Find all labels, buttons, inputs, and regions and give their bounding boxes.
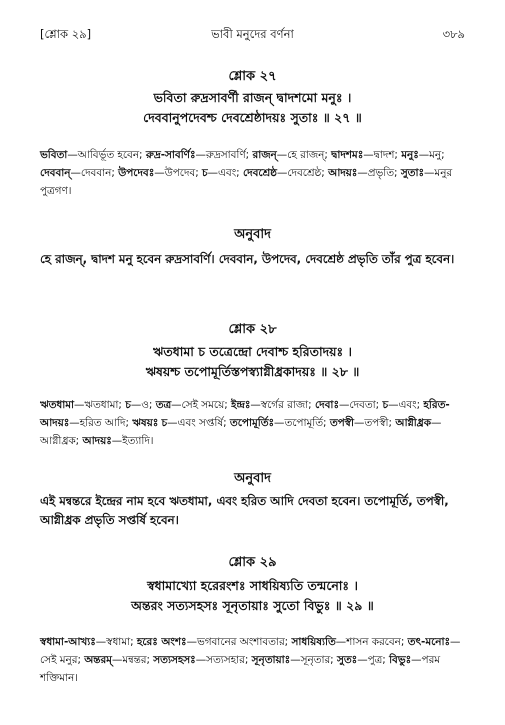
verse-29-sanskrit: [40, 576, 465, 616]
term-meaning: —রুদ্রসাবর্ণি;: [195, 149, 253, 161]
term-meaning: —দেববান;: [70, 167, 119, 179]
term-meaning: —দেবশ্রেষ্ঠ;: [276, 167, 329, 179]
sanskrit-term: সুতঃ: [336, 654, 358, 666]
sanskrit-term: মনুঃ: [401, 149, 419, 161]
sanskrit-term: ইন্দ্রঃ: [231, 399, 251, 411]
sanskrit-term: রুদ্র-সাবর্ণিঃ: [145, 149, 196, 161]
term-meaning: —সত্যসহার;: [195, 654, 252, 666]
sanskrit-term: হরেঃ অংশঃ: [136, 636, 187, 648]
term-meaning: —ভগবানের অংশাবতার;: [186, 636, 292, 648]
term-meaning: —শাসন করবেন;: [335, 636, 408, 648]
header-chapter-title: ভাবী মনুদের বর্ণনা: [211, 27, 294, 41]
translation-heading: অনুবাদ: [234, 227, 271, 242]
header-verse-ref: [শ্লোক ২৯]: [40, 27, 92, 41]
verse-heading: শ্লোক ২৭: [228, 69, 277, 84]
sanskrit-term: তত্র: [155, 399, 172, 411]
term-meaning: —আবির্ভূত হবেন;: [67, 149, 146, 161]
verse-27-heading-block: [40, 68, 465, 86]
sanskrit-term: দেবশ্রেষ্ঠ: [242, 167, 277, 179]
sanskrit-term: সুতাঃ: [400, 167, 425, 179]
term-meaning: —আগ্নীধ্রক;: [40, 417, 442, 447]
verse-line: দেববানুপদেবশ্চ দেবশ্রেষ্ঠাদয়ঃ সুতাঃ ॥ ২৭ ॥: [143, 110, 362, 125]
sanskrit-term: ঋতধামা: [40, 399, 75, 411]
sanskrit-term: দ্বাদশমঃ: [331, 149, 364, 161]
sanskrit-term: রাজন্: [252, 149, 277, 161]
term-meaning: —ও;: [130, 399, 156, 411]
term-meaning: —মন্বন্তর;: [111, 654, 154, 666]
verse-29-heading-block: [40, 554, 465, 572]
term-meaning: —ঋতধামা;: [74, 399, 126, 411]
verse-line: ভবিতা রুদ্রসাবর্ণী রাজন্ দ্বাদশমো মনুঃ ।: [153, 90, 352, 105]
verse-line: ঋতধামা চ তত্রেন্দ্রো দেবাশ্চ হরিতাদয়ঃ ।: [153, 344, 352, 359]
sanskrit-term: ভবিতা: [40, 149, 68, 161]
sanskrit-term: চ: [382, 399, 389, 411]
term-meaning: —তপস্বী;: [353, 417, 396, 429]
translation-heading-block: [40, 226, 465, 244]
sanskrit-term: চ: [161, 417, 168, 429]
term-meaning: —মনু;: [418, 149, 445, 161]
translation-heading: অনুবাদ: [234, 471, 271, 486]
term-meaning: —পুত্র;: [357, 654, 390, 666]
term-meaning: —হরিত আদি;: [69, 417, 133, 429]
sanskrit-term: চ: [125, 399, 131, 411]
verse-line: স্বধামাখ্যো হরেরংশঃ সাধয়িষ্যতি তন্মনোঃ ।: [147, 578, 358, 593]
term-meaning: —স্বধামা;: [95, 636, 137, 648]
verse-28-heading-block: [40, 321, 465, 339]
word-meanings: [40, 396, 465, 450]
term-meaning: —ইত্যাদি।: [111, 435, 154, 447]
term-meaning: —হে রাজন্;: [276, 149, 332, 161]
verse-line: অন্তরং সত্যসহসঃ সূনৃতায়াঃ সুতো বিভুঃ ॥ ২৯ ॥: [131, 598, 374, 613]
sanskrit-term: বিভুঃ: [389, 654, 412, 666]
sanskrit-term: তপোমূর্তিঃ: [229, 417, 275, 429]
verse-line: ঋষয়শ্চ তপোমূর্তিস্তপস্ব্যাগ্নীধ্রকাদয়ঃ ॥ ২৮ ॥: [145, 364, 360, 379]
term-meaning: —সেই সময়ে;: [171, 399, 232, 411]
sanskrit-term: সূনৃতায়াঃ: [251, 654, 291, 666]
verse-27-sanskrit: [40, 88, 465, 128]
sanskrit-term: অন্তরম্: [84, 654, 112, 666]
sanskrit-term: আদয়ঃ: [328, 167, 358, 179]
term-meaning: —দ্বাদশ;: [363, 149, 402, 161]
term-meaning: —এবং;: [207, 167, 243, 179]
word-meanings: [40, 146, 465, 200]
term-meaning: —এবং সপ্তর্ষি;: [167, 417, 230, 429]
term-meaning: —প্রভৃতি;: [357, 167, 401, 179]
term-meaning: —উপদেব;: [154, 167, 202, 179]
term-meaning: —মনুর পুত্রগণ।: [40, 167, 453, 197]
term-meaning: —সেই মনুর;: [40, 636, 461, 666]
term-meaning: —পরম শক্তিমান।: [40, 654, 441, 684]
word-meanings: [40, 633, 465, 687]
term-meaning: —এবং;: [388, 399, 424, 411]
term-meaning: —সূনৃতার;: [290, 654, 337, 666]
translation-text: হে রাজন্, দ্বাদশ মনু হবেন রুদ্রসাবর্ণি। দেববান, উপদেব, দেবশ্রেষ্ঠ প্রভৃতি তাঁর পুত্র হবেন।: [40, 252, 455, 266]
sanskrit-term: আদয়ঃ: [82, 435, 112, 447]
verse-28-sanskrit: [40, 342, 465, 382]
page-number: ৩৮৯: [442, 27, 465, 41]
sanskrit-term: চ: [202, 167, 208, 179]
sanskrit-term: উপদেবঃ: [118, 167, 155, 179]
sanskrit-term: স্বধামা-আখ্যঃ: [40, 636, 96, 648]
sanskrit-term: তৎ-মনোঃ: [407, 636, 451, 648]
sanskrit-term: আগ্নীধ্রক: [395, 417, 432, 429]
sanskrit-term: সত্যসহসঃ: [153, 654, 196, 666]
sanskrit-term: ঋষয়ঃ: [132, 417, 159, 429]
term-meaning: —তপোমূর্তি;: [274, 417, 330, 429]
sanskrit-term: সাধয়িষ্যতি: [291, 636, 336, 648]
term-meaning: —স্বর্গের রাজা;: [250, 399, 315, 411]
term-meaning: —দেবতা;: [338, 399, 383, 411]
sanskrit-term: দেবাঃ: [314, 399, 339, 411]
running-header: [40, 26, 465, 44]
verse-heading: শ্লোক ২৯: [228, 555, 277, 570]
sanskrit-term: হরিত-আদয়ঃ: [40, 399, 450, 429]
sanskrit-term: তপস্বী: [329, 417, 354, 429]
translation-text: এই মন্বন্তরে ইন্দ্রের নাম হবে ঋতধামা, এবং হরিত আদি দেবতা হবেন। তপোমূর্তি, তপস্বী, আগ্নীধ্রক প্রভৃতি সপ্তর্ষি হবেন।: [40, 494, 449, 527]
translation-heading-block: [40, 470, 465, 488]
verse-heading: শ্লোক ২৮: [228, 322, 277, 337]
sanskrit-term: দেববান্: [40, 167, 71, 179]
